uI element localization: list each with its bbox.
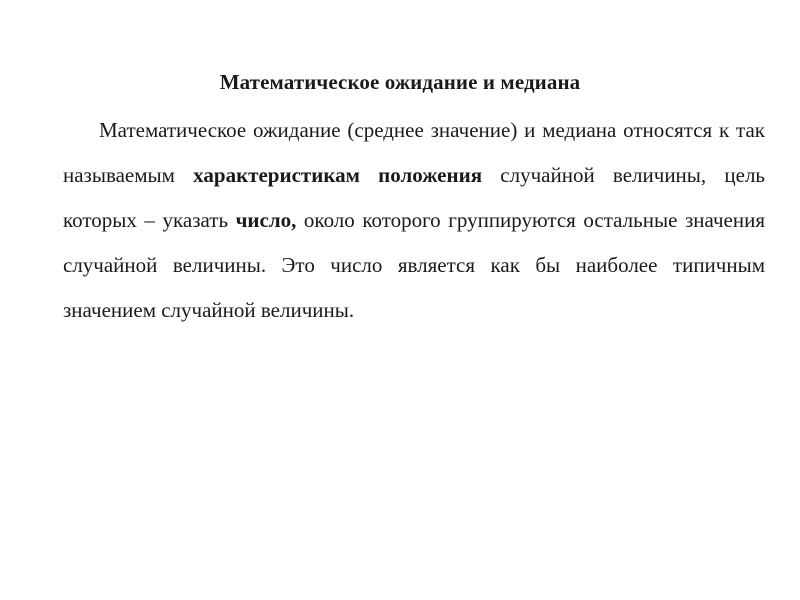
body-paragraph <box>63 108 765 333</box>
paragraph-text-segment: Математическое ожидание (среднее значение) и медиана относятся к так называемым <box>63 118 765 187</box>
bold-term-position-characteristics: характеристикам положения <box>193 163 483 187</box>
page-title: Математическое ожидание и медиана <box>219 70 581 94</box>
paragraph-text-segment: случайной величины, цель которых – указать <box>63 163 765 232</box>
paragraph-text-segment: около которого группируются остальные значения случайной величины. Это число является как бы наиболее типичным значением случайной величины. <box>63 208 765 322</box>
bold-term-number: число, <box>235 208 297 232</box>
